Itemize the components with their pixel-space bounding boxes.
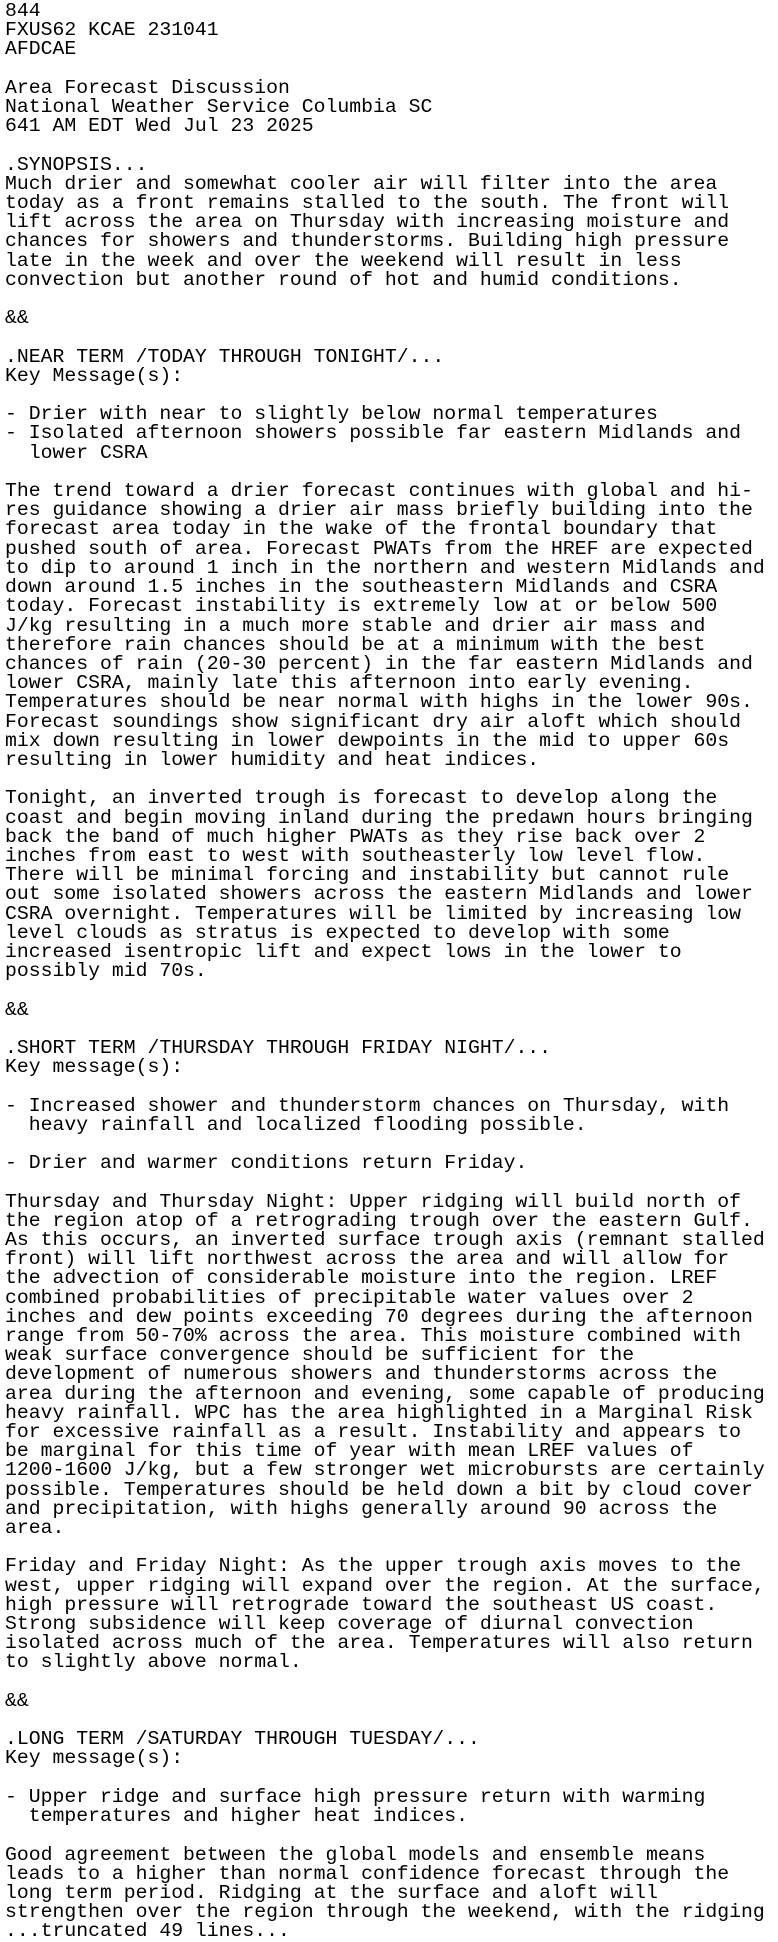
forecast-discussion-text: 844 FXUS62 KCAE 231041 AFDCAE Area Forecast Discussion National Weather Service Columbia SC 641 AM EDT Wed Jul 23 2025 .SYNOPSIS... Much drier and somewhat cooler air will filter into the area today as a front remains stalled to the south. The front will lift across the area on Thursday with increasing moisture and chances for showers and thunderstorms. Building high pressure late in the week and over the weekend will result in less convection but another round of hot and humid conditions. && .NEAR TERM /TODAY THROUGH TONIGHT/... Key Message(s): - Drier with near to slightly below normal temperatures - Isolated afternoon showers possible far eastern Midlands and lower CSRA The trend toward a drier forecast continues with global and hi- res guidance showing a drier air mass briefly building into the forecast area today in the wake of the frontal boundary that pushed south of area. Forecast PWATs from the HREF are expected to dip to around 1 inch in the northern and western Midlands and down around 1.5 inches in the southeastern Midlands and CSRA today. Forecast instability is extremely low at or below 500 J/kg resulting in a much more stable and drier air mass and therefore rain chances should be at a minimum with the best chances of rain (20-30 percent) in the far eastern Midlands and lower CSRA, mainly late this afternoon into early evening. Temperatures should be near normal with highs in the lower 90s. Forecast soundings show significant dry air aloft which should mix down resulting in lower dewpoints in the mid to upper 60s resulting in lower humidity and heat indices. Tonight, an inverted trough is forecast to develop along the coast and begin moving inland during the predawn hours bringing back the band of much higher PWATs as they rise back over 2 inches from east to west with southeasterly low level flow. There will be minimal forcing and instability but cannot rule out some isolated showers across the eastern Midlands and lower CSRA overnight. Temperatures will be limited by increasing low level clouds as stratus is expected to develop with some increased isentropic lift and expect lows in the lower to possibly mid 70s. && .SHORT TERM /THURSDAY THROUGH FRIDAY NIGHT/... Key message(s): - Increased shower and thunderstorm chances on Thursday, with heavy rainfall and localized flooding possible. - Drier and warmer conditions return Friday. Thursday and Thursday Night: Upper ridging will build north of the region atop of a retrograding trough over the eastern Gulf. As this occurs, an inverted surface trough axis (remnant stalled front) will lift northwest across the area and will allow for the advection of considerable moisture into the region. LREF combined probabilities of precipitable water values over 2 inches and dew points exceeding 70 degrees during the afternoon range from 50-70% across the area. This moisture combined with weak surface convergence should be sufficient for the development of numerous showers and thunderstorms across the area during the afternoon and evening, some capable of producing heavy rainfall. WPC has the area highlighted in a Marginal Risk for excessive rainfall as a result. Instability and appears to be marginal for this time of year with mean LREF values of 1200-1600 J/kg, but a few stronger wet microbursts are certainly possible. Temperatures should be held down a bit by cloud cover and precipitation, with highs generally around 90 across the area. Friday and Friday Night: As the upper trough axis moves to the west, upper ridging will expand over the region. At the surface, high pressure will retrograde toward the southeast US coast. Strong subsidence will keep coverage of diurnal convection isolated across much of the area. Temperatures will also return to slightly above normal. && .LONG TERM /SATURDAY THROUGH TUESDAY/... Key message(s): - Upper ridge and surface high pressure return with warming temperatures and higher heat indices. Good agreement between the global models and ensemble means leads to a higher than normal confidence forecast through the long term period. Ridging at the surface and aloft will strengthen over the region through the weekend, with the ridging ...truncated 49 lines... bbox=[5, 0, 765, 1942]
